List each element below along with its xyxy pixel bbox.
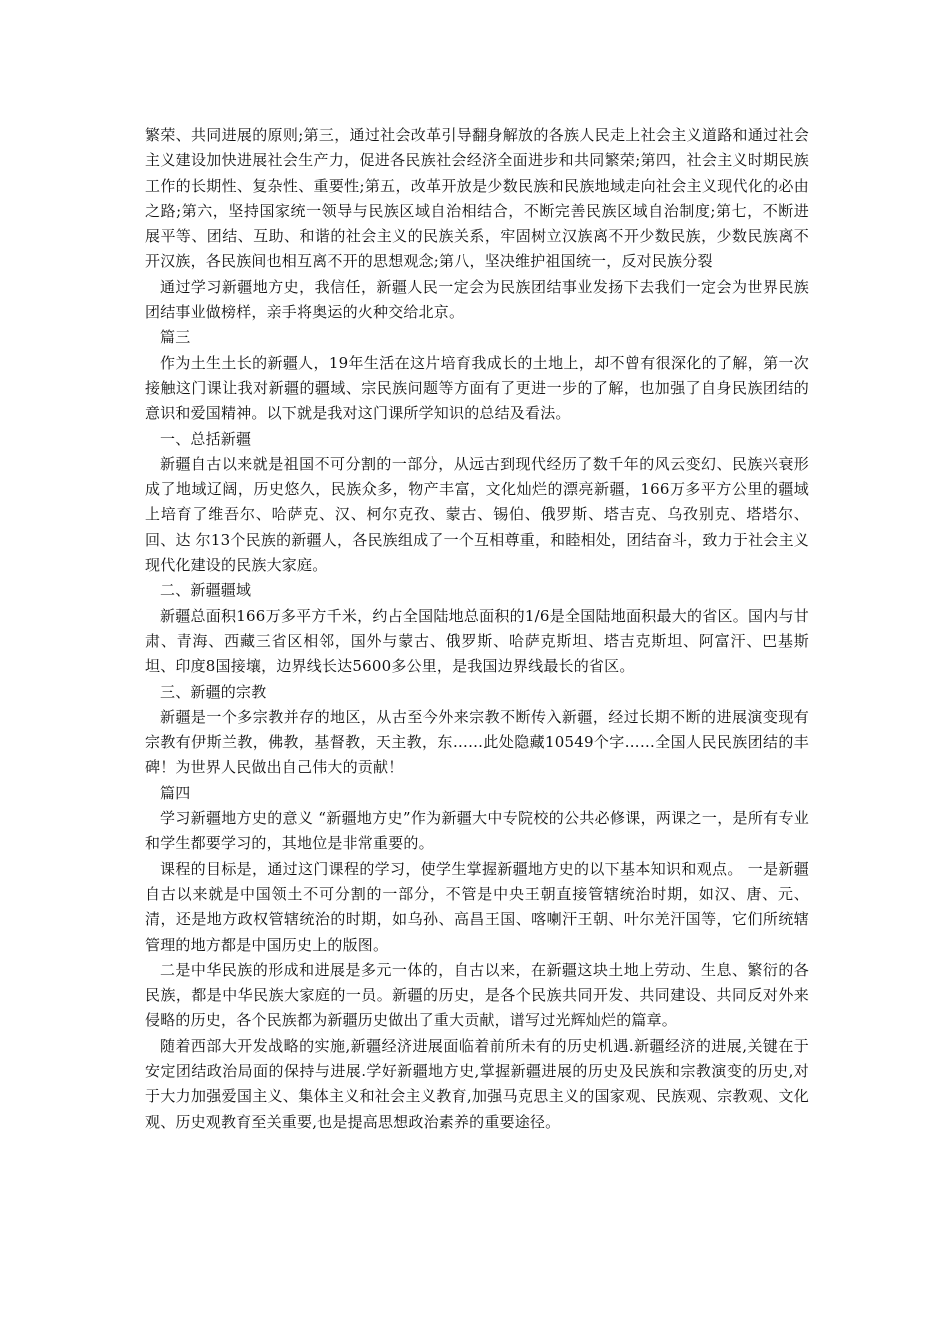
paragraph-1: 繁荣、共同进展的原则;第三，通过社会改革引导翻身解放的各族人民走上社会主义道路和通过社会主义建设加快进展社会生产力，促进各民族社会经济全面进步和共同繁荣;第四，社会主义时期民族工作的长期性、复杂性、重要性;第五，改革开放是少数民族和民族地域走向社会主义现代化的必由之路;第六，坚持国家统一领导与民族区域自治相结合，不断完善民族区域自治制度;第七，不断进展平等、团结、互助、和谐的社会主义的民族关系，牢固树立汉族离不开少数民族，少数民族离不开汉族，各民族间也相互离不开的思想观念;第八，坚决维护祖国统一，反对民族分裂 bbox=[145, 126, 809, 271]
paragraph-4: 新疆自古以来就是祖国不可分割的一部分，从远古到现代经历了数千年的风云变幻、民族兴衰形成了地域辽阔，历史悠久，民族众多，物产丰富，文化灿烂的漂亮新疆，166万多平方公里的疆域上培育了维吾尔、哈萨克、汉、柯尔克孜、蒙古、锡伯、俄罗斯、塔吉克、乌孜别克、塔塔尔、回、达 尔13个民族的新疆人，各民族组成了一个互相尊重，和睦相处，团结奋斗，致力于社会主义现代化建设的民族大家庭。 bbox=[145, 454, 809, 575]
paragraph-5: 新疆总面积166万多平方千米，约占全国陆地总面积的1/6是全国陆地面积最大的省区。国内与甘肃、青海、西藏三省区相邻，国外与蒙古、俄罗斯、哈萨克斯坦、塔吉克斯坦、阿富汗、巴基斯坦、印度8国接壤，边界线长达5600多公里，是我国边界线最长的省区。 bbox=[145, 606, 809, 676]
document-body bbox=[145, 123, 809, 1135]
paragraph-6: 新疆是一个多宗教并存的地区，从古至今外来宗教不断传入新疆，经过长期不断的进展演变现有宗教有伊斯兰教，佛教，基督教，天主教，东……此处隐藏10549个字……全国人民民族团结的丰碑！为世界人民做出自己伟大的贡献！ bbox=[145, 707, 809, 777]
subheading-3: 三、新疆的宗教 bbox=[160, 682, 267, 701]
paragraph-8: 课程的目标是，通过这门课程的学习，使学生掌握新疆地方史的以下基本知识和观点。 一是新疆自古以来就是中国领土不可分割的一部分，不管是中央王朝直接管辖统治时期，如汉、唐、元、清，还是地方政权管辖统治的时期，如乌孙、高昌王国、喀喇汗王朝、叶尔羌汗国等，它们所统辖管理的地方都是中国历史上的版图。 bbox=[145, 859, 809, 954]
section-heading-pian-san: 篇三 bbox=[160, 328, 191, 347]
paragraph-3: 作为土生土长的新疆人，19年生活在这片培育我成长的土地上，却不曾有很深化的了解，第一次接触这门课让我对新疆的疆域、宗民族问题等方面有了更进一步的了解，也加强了自身民族团结的意识和爱国精神。以下就是我对这门课所学知识的总结及看法。 bbox=[145, 353, 809, 423]
section-heading-pian-si: 篇四 bbox=[160, 783, 191, 802]
subheading-2: 二、新疆疆域 bbox=[160, 581, 252, 600]
paragraph-10: 随着西部大开发战略的实施,新疆经济进展面临着前所未有的历史机遇.新疆经济的进展,关键在于安定团结政治局面的保持与进展.学好新疆地方史,掌握新疆进展的历史及民族和宗教演变的历史,对于大力加强爱国主义、集体主义和社会主义教育,加强马克思主义的国家观、民族观、宗教观、文化观、历史观教育至关重要,也是提高思想政治素养的重要途径。 bbox=[145, 1036, 809, 1131]
paragraph-7: 学习新疆地方史的意义 “新疆地方史”作为新疆大中专院校的公共必修课，两课之一，是所有专业和学生都要学习的，其地位是非常重要的。 bbox=[145, 809, 809, 853]
subheading-1: 一、总括新疆 bbox=[160, 429, 252, 448]
paragraph-2: 通过学习新疆地方史，我信任，新疆人民一定会为民族团结事业发扬下去我们一定会为世界民族团结事业做榜样，亲手将奥运的火种交给北京。 bbox=[145, 277, 809, 322]
paragraph-9: 二是中华民族的形成和进展是多元一体的，自古以来，在新疆这块土地上劳动、生息、繁衍的各民族，都是中华民族大家庭的一员。新疆的历史，是各个民族共同开发、共同建设、共同反对外来侵略的历史，各个民族都为新疆历史做出了重大贡献，谱写过光辉灿烂的篇章。 bbox=[145, 960, 809, 1030]
